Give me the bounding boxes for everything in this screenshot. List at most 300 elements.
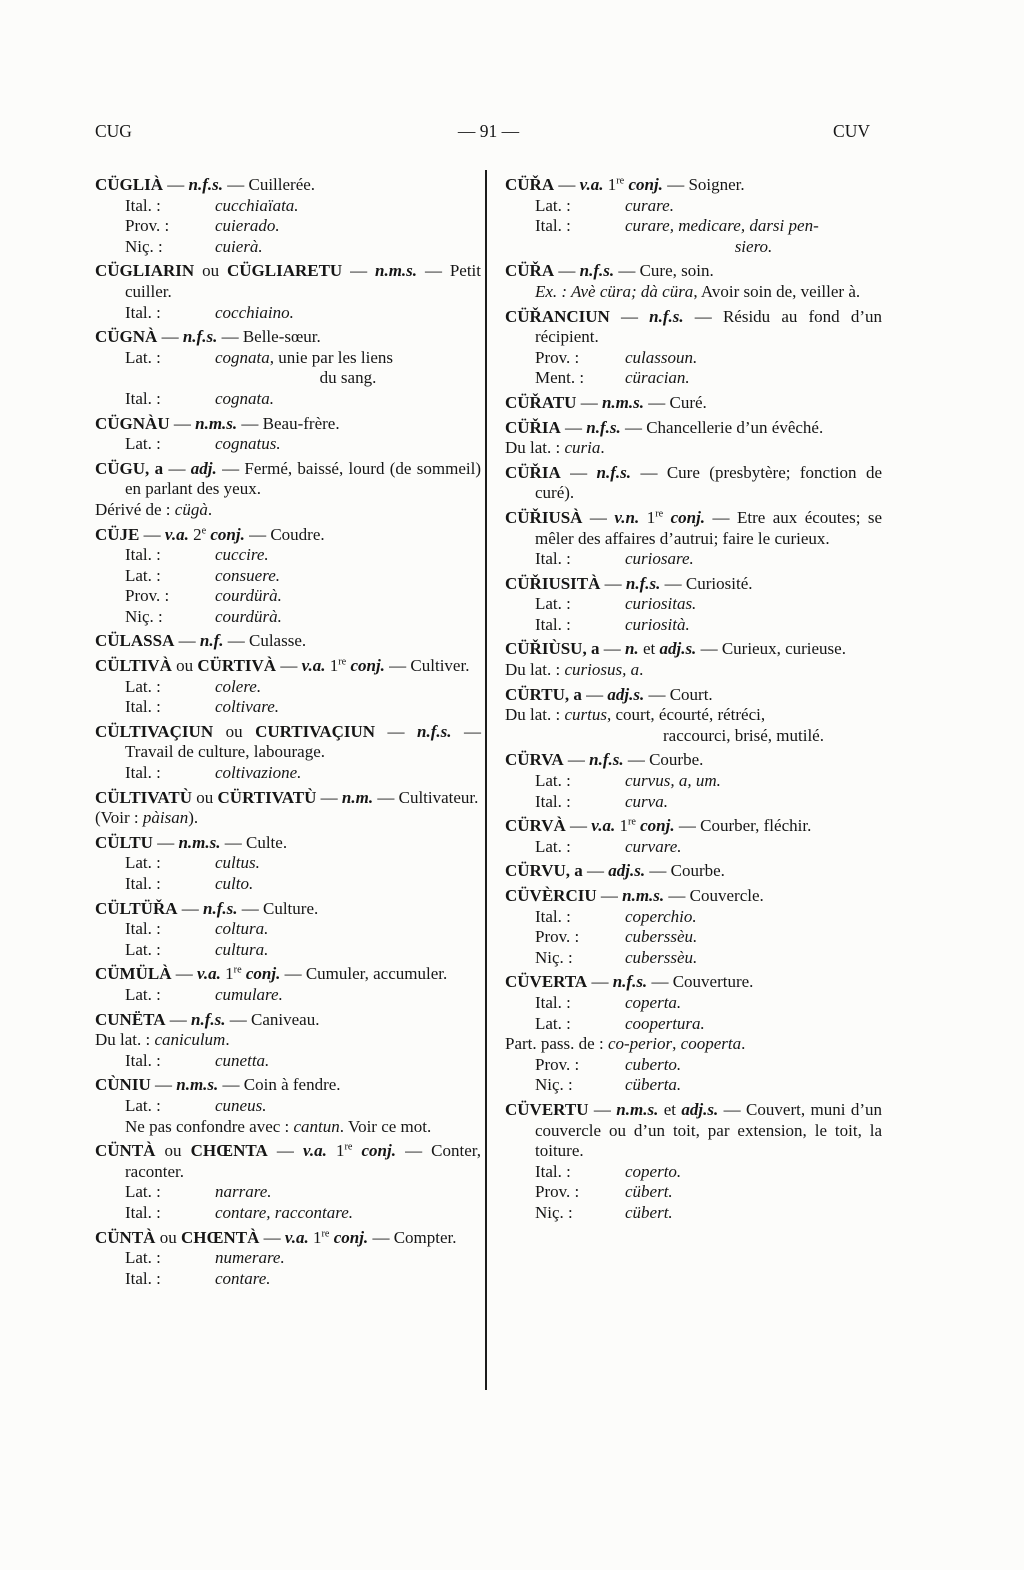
text-segment: n. [624, 639, 639, 659]
entry-headline [505, 574, 882, 595]
language-label: Lat. : [535, 594, 571, 614]
text-segment: — Curiosité. [660, 573, 753, 593]
entry-translation-row [125, 1203, 481, 1224]
entry-headline [95, 788, 481, 809]
text-segment: 2 [188, 524, 202, 544]
text-segment: . [600, 438, 605, 458]
text-segment: — [554, 175, 580, 194]
language-label: Ital. : [535, 614, 571, 634]
text-segment: CÜLTÜŘA [95, 898, 178, 918]
language-label: Prov. : [125, 216, 170, 236]
text-segment: — Cumuler, accumuler. [280, 964, 448, 984]
entry-headline [505, 886, 882, 907]
entry-translation-row [125, 1182, 481, 1203]
text-segment: — Cure, soin. [614, 261, 714, 281]
entry-headline [505, 685, 882, 706]
text-segment [352, 1141, 361, 1160]
text-segment: — Couvert, muni d’un couvercle ou d’un toit, par extension, le toit, la toiture. [535, 1099, 882, 1161]
text-segment: — [157, 327, 183, 347]
language-label: Lat. : [125, 434, 161, 454]
text-segment: cucchiaïata. [215, 195, 299, 215]
text-segment: — [152, 832, 179, 852]
text-segment: n.f. [199, 631, 224, 651]
text-segment: — [139, 524, 165, 544]
entry-translation-row [125, 940, 481, 961]
text-segment: cognata [215, 347, 270, 367]
translation-value [625, 348, 882, 369]
translation-value [215, 303, 481, 324]
superscript-text: re [233, 964, 242, 976]
right-column [505, 175, 882, 1293]
translation-value [215, 853, 481, 874]
text-segment: — [596, 886, 623, 905]
text-segment: coltivazione. [215, 763, 302, 783]
text-segment: et [658, 1099, 682, 1119]
text-segment: Du lat. : [95, 1030, 155, 1050]
superscript-text: re [627, 816, 636, 828]
translation-value [215, 919, 481, 940]
translation-value [625, 907, 882, 928]
translation-value [625, 993, 882, 1014]
entry-headline [95, 722, 481, 763]
text-segment: , court, écourté, rétréci, [607, 705, 766, 725]
entry-note-continuation [505, 726, 882, 747]
text-segment: — [171, 964, 197, 984]
entry-headline [505, 307, 882, 348]
entry-translation-row [125, 1051, 481, 1072]
text-segment: — Culte. [220, 832, 288, 852]
text-segment: CÜVERTA [505, 972, 588, 992]
text-segment: culto. [215, 874, 254, 893]
text-segment: — [587, 972, 613, 992]
translation-value [625, 216, 882, 257]
text-segment: CÜŘANCIUN [505, 306, 610, 326]
dictionary-entry [95, 899, 481, 961]
dictionary-entry [505, 1100, 882, 1224]
page-content [95, 120, 882, 1293]
language-label: Ment. : [535, 368, 585, 388]
text-segment: coperto. [625, 1161, 682, 1181]
text-segment: — Culture. [237, 898, 319, 918]
text-segment: curva. [625, 791, 668, 811]
text-segment: n.m.s. [622, 886, 665, 905]
entry-translation-row [125, 874, 481, 895]
dictionary-entry [95, 1228, 481, 1290]
text-segment: cunetta. [215, 1050, 270, 1070]
language-label: Lat. : [125, 1248, 161, 1268]
text-segment: ou [192, 787, 218, 807]
text-segment: — Curé. [644, 392, 707, 412]
entry-translation-row [125, 919, 481, 940]
entry-headline [505, 750, 882, 771]
text-segment: n.m. [341, 787, 374, 807]
text-segment: CHŒNTA [190, 1141, 268, 1161]
text-segment: — Coudre. [244, 524, 325, 544]
text-segment: CÜLTIVAÇIUN [95, 721, 214, 741]
entry-headline [95, 899, 481, 920]
text-segment: cognata. [215, 388, 275, 408]
text-segment: . [225, 1030, 230, 1050]
text-segment: adj. [190, 458, 217, 478]
text-segment: — [588, 1099, 617, 1119]
translation-value [625, 615, 882, 636]
entry-headline [505, 816, 882, 837]
superscript-text: e [201, 524, 207, 536]
text-segment: n.m.s. [176, 1075, 219, 1095]
language-label: Prov. : [535, 927, 580, 947]
entry-translation-row [535, 368, 882, 389]
text-segment: — Chancellerie d’un évêché. [620, 417, 824, 437]
translation-value [215, 545, 481, 566]
entry-headline [95, 1075, 481, 1096]
language-label: Ital. : [125, 302, 161, 322]
text-segment: 1 [325, 656, 339, 676]
translation-value-continuation [215, 368, 481, 389]
text-segment: adj.s. [659, 639, 697, 659]
text-segment: — [259, 1227, 285, 1247]
text-segment: — Conter, raconter. [125, 1141, 482, 1181]
entry-headline [505, 861, 882, 882]
entry-translation-row [535, 348, 882, 369]
text-segment: CÜGLIARETU [226, 261, 343, 281]
text-segment: — Cultiver. [384, 656, 470, 676]
text-segment: cuneus. [215, 1095, 267, 1115]
entry-translation-row [125, 763, 481, 784]
text-segment: cultus. [215, 853, 260, 873]
language-label: Ital. : [535, 1161, 571, 1181]
dictionary-entry [95, 788, 481, 829]
text-segment: CÜŘIA [505, 417, 561, 437]
entry-translation-row [535, 594, 882, 615]
translation-value [215, 1269, 481, 1290]
text-segment: — Couvercle. [664, 886, 764, 905]
text-segment: CÙNIU [95, 1075, 151, 1095]
text-segment: — Curieux, curieuse. [696, 639, 846, 659]
entry-translation-row [535, 993, 882, 1014]
language-label: Ital. : [535, 906, 571, 926]
superscript-text: re [338, 656, 347, 668]
entry-translation-row [535, 837, 882, 858]
text-segment: CÜRTIVATÙ [217, 787, 317, 807]
language-label: Lat. : [125, 853, 161, 873]
text-segment: curiosità. [625, 614, 690, 634]
text-segment: v.a. [284, 1227, 309, 1247]
entry-headline [95, 175, 481, 196]
entry-translation-row [125, 545, 481, 566]
text-segment: — Courbe. [623, 750, 704, 770]
entry-headline [505, 1100, 882, 1162]
text-segment: CÜŘIUSITÀ [505, 573, 601, 593]
text-segment: v.n. [614, 507, 640, 527]
entry-headline [95, 833, 481, 854]
entry-translation-row [125, 566, 481, 587]
text-segment: — Culasse. [223, 631, 307, 651]
text-segment: curare. [625, 195, 674, 215]
entry-note [95, 1030, 481, 1051]
language-label: Lat. : [125, 939, 161, 959]
text-segment: — [276, 656, 302, 676]
text-segment: et [638, 639, 660, 659]
text-segment: — Courber, fléchir. [674, 816, 812, 836]
language-label: Ital. : [125, 1202, 161, 1222]
translation-value [625, 1203, 882, 1224]
text-segment: adj.s. [681, 1099, 719, 1119]
text-segment: 1 [326, 1141, 345, 1161]
text-segment: CÜŘIÙSU, a [505, 639, 600, 659]
text-segment: — Cure (presbytère; fonction de curé). [535, 462, 882, 503]
text-segment: n.f.s. [188, 175, 223, 194]
entry-translation-row [535, 1162, 882, 1183]
language-label: Ital. : [125, 1268, 161, 1288]
text-segment: cuberssèu. [625, 927, 698, 947]
text-segment: — [609, 306, 650, 326]
language-label: Ital. : [125, 195, 161, 215]
text-segment: — [169, 413, 196, 433]
text-segment: CÜŘA [505, 175, 555, 194]
dictionary-entry [505, 393, 882, 414]
language-label: Ital. : [125, 388, 161, 408]
text-segment: CHŒNTÀ [180, 1227, 260, 1247]
two-column-text-block [95, 175, 882, 1293]
text-segment: CÜGLIARIN [95, 261, 195, 281]
text-segment: cocchiaino. [215, 302, 294, 322]
entry-headline [95, 327, 481, 348]
dictionary-entry [505, 508, 882, 570]
dictionary-entry [505, 639, 882, 680]
language-label: Ital. : [535, 549, 571, 569]
translation-value [215, 1248, 481, 1269]
entry-translation-row [125, 677, 481, 698]
entry-translation-row [535, 549, 882, 570]
dictionary-entry [505, 972, 882, 1096]
text-segment: — [560, 462, 597, 482]
translation-value [215, 434, 481, 455]
dictionary-entry [95, 525, 481, 628]
language-label: Niç. : [535, 1075, 573, 1095]
text-segment: adj.s. [607, 684, 645, 704]
dictionary-entry [95, 327, 481, 409]
text-segment: n.f.s. [182, 327, 218, 347]
entry-headline [505, 463, 882, 504]
language-label: Prov. : [535, 1054, 580, 1074]
text-segment: CÜŘATU [505, 392, 577, 412]
text-segment: coltivare. [215, 697, 280, 717]
text-segment: CÜGU, a [95, 458, 164, 478]
text-segment: conj. [670, 507, 706, 527]
text-segment: . [639, 660, 644, 680]
text-segment [663, 508, 670, 527]
text-segment: n.f.s. [612, 972, 648, 992]
entry-translation-row [125, 389, 481, 410]
text-segment: ou [155, 1227, 181, 1247]
entry-headline [505, 418, 882, 439]
text-segment: n.f.s. [625, 573, 661, 593]
entry-headline [95, 459, 481, 500]
text-segment: — [582, 861, 609, 881]
entry-translation-row [125, 237, 481, 258]
text-segment: n.f.s. [586, 417, 621, 437]
text-segment: ou [155, 1141, 191, 1161]
text-segment: — [554, 261, 580, 281]
text-segment: v.a. [301, 656, 326, 676]
text-segment: colere. [215, 676, 262, 696]
entry-translation-row [125, 348, 481, 389]
translation-value [215, 985, 481, 1006]
text-segment: — [342, 261, 375, 281]
text-segment: v.a. [579, 175, 604, 194]
text-segment: numerare. [215, 1248, 285, 1268]
text-segment: — Belle-sœur. [217, 327, 321, 347]
entry-translation-row [535, 948, 882, 969]
dictionary-entry [95, 261, 481, 323]
entry-note [505, 660, 882, 681]
language-label: Prov. : [125, 586, 170, 606]
entry-headline [505, 508, 882, 549]
text-segment: cübert. [625, 1182, 673, 1202]
text-segment: n.m.s. [616, 1099, 659, 1119]
text-segment: — Beau-frère. [237, 413, 340, 433]
entry-translation-row [535, 216, 882, 257]
text-segment: v.a. [302, 1141, 327, 1161]
translation-value [625, 927, 882, 948]
entry-note [95, 808, 481, 829]
translation-value [215, 586, 481, 607]
text-segment: CÜLTIVATÙ [95, 787, 193, 807]
text-segment: CUNËTA [95, 1009, 166, 1029]
translation-value [215, 763, 481, 784]
text-segment: conj. [640, 816, 675, 836]
dictionary-entry [95, 631, 481, 652]
text-segment: — Cultivateur. [373, 787, 479, 807]
text-segment: curtus [564, 705, 607, 725]
translation-value [625, 1162, 882, 1183]
language-label: Niç. : [125, 606, 163, 626]
entry-translation-row [125, 1096, 481, 1117]
translation-value [215, 874, 481, 895]
entry-headline [505, 261, 882, 282]
translation-value [215, 607, 481, 628]
translation-value [215, 389, 481, 410]
text-segment: cuberssèu. [625, 947, 698, 967]
language-label: Lat. : [535, 771, 571, 791]
dictionary-entry [505, 463, 882, 504]
text-segment: curvus, a, um. [625, 771, 721, 791]
text-segment: CÜJE [95, 524, 140, 544]
text-segment: CÜRVU, a [505, 861, 583, 881]
translation-value [625, 1075, 882, 1096]
text-segment: curvare. [625, 836, 682, 856]
language-label: Lat. : [125, 1095, 161, 1115]
entry-translation-row [125, 434, 481, 455]
entry-translation-row [125, 853, 481, 874]
text-segment: — Cuillerée. [223, 175, 316, 194]
language-label: Lat. : [535, 836, 571, 856]
text-segment: 1 [220, 964, 234, 984]
text-segment: conj. [245, 964, 281, 984]
entry-translation-row [125, 697, 481, 718]
text-segment: culassoun. [625, 347, 698, 367]
text-segment: — [267, 1141, 303, 1161]
language-label: Ital. : [125, 1050, 161, 1070]
dictionary-entry [505, 816, 882, 857]
entry-headline [95, 631, 481, 652]
left-column [95, 175, 481, 1293]
entry-translation-row [535, 1182, 882, 1203]
text-segment: CÜRVÀ [505, 816, 566, 836]
dictionary-entry [95, 656, 481, 718]
entry-headline [95, 1010, 481, 1031]
text-segment: conj. [350, 656, 385, 676]
text-segment: n.m.s. [601, 392, 645, 412]
language-label: Lat. : [125, 347, 161, 367]
language-label: Ital. : [535, 791, 571, 811]
text-segment: 1 [639, 507, 656, 527]
text-segment: — [599, 639, 625, 659]
text-segment: , unie par les liens [269, 347, 393, 367]
text-segment: — [560, 417, 587, 437]
text-segment: (Voir : [95, 808, 143, 828]
translation-value [215, 1051, 481, 1072]
entry-translation-row [125, 985, 481, 1006]
text-segment: CÜVÈRCIU [505, 886, 597, 905]
entry-headline [505, 639, 882, 660]
text-segment: cooperta [680, 1034, 742, 1054]
text-segment: cumulare. [215, 984, 283, 1004]
language-label: Ital. : [535, 216, 571, 236]
language-label: Lat. : [125, 984, 161, 1004]
text-segment: CÜRVA [505, 750, 564, 770]
text-segment: 1 [308, 1227, 322, 1247]
text-segment: n.f.s. [589, 750, 624, 770]
text-segment: n.m.s. [178, 832, 221, 852]
text-segment: pàisan [142, 808, 189, 828]
text-segment: conj. [210, 524, 245, 544]
language-label: Prov. : [535, 347, 580, 367]
text-segment: — [163, 458, 191, 478]
text-segment: n.f.s. [191, 1009, 226, 1029]
text-segment: Ne pas confondre avec : [125, 1116, 294, 1136]
running-header [95, 120, 882, 142]
text-segment: coltura. [215, 919, 269, 939]
translation-value [215, 566, 481, 587]
text-segment: Du lat. : [505, 705, 565, 725]
text-segment: — Courbe. [645, 861, 725, 881]
translation-value [625, 837, 882, 858]
text-segment: caniculum [154, 1030, 226, 1050]
text-segment: ou [213, 721, 256, 741]
text-segment: — Soigner. [662, 175, 745, 194]
text-segment: curare, medicare, darsi pen- [625, 216, 819, 236]
entry-headline [95, 525, 481, 546]
text-segment: cügà [174, 499, 208, 519]
text-segment: cuberto. [625, 1054, 682, 1074]
dictionary-entry [95, 1075, 481, 1137]
text-segment: narrare. [215, 1182, 272, 1202]
text-segment: cuierado. [215, 216, 280, 236]
superscript-text: re [616, 175, 625, 187]
entry-note [95, 1117, 481, 1138]
text-segment: — [581, 684, 608, 704]
text-segment: , [672, 1034, 681, 1054]
text-segment: 1 [603, 175, 617, 194]
text-segment: — Compter. [368, 1227, 457, 1247]
translation-value [625, 549, 882, 570]
entry-translation-row [125, 586, 481, 607]
column-divider [485, 170, 487, 1390]
entry-translation-row [125, 196, 481, 217]
text-segment: — [163, 175, 189, 194]
text-segment: CÜRTU, a [505, 684, 582, 704]
